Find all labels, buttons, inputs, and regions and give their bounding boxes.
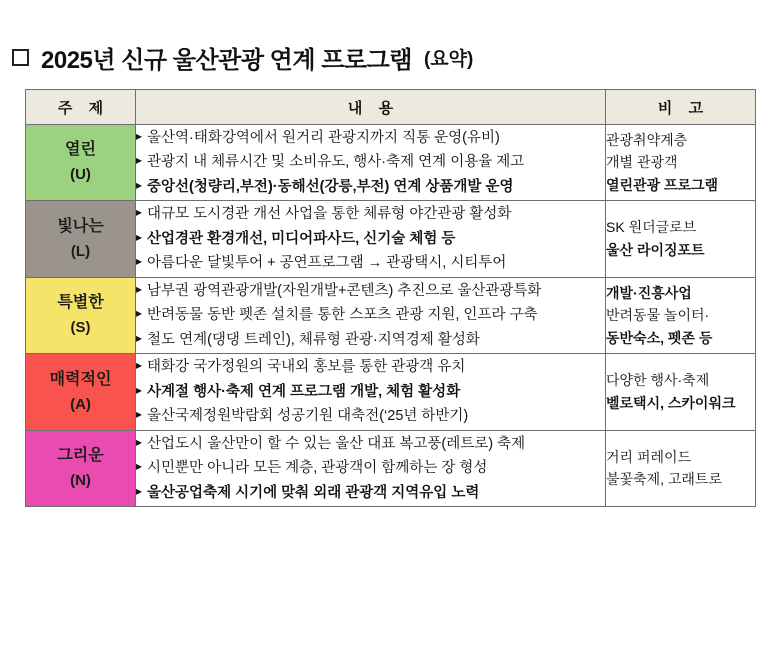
table-row <box>26 277 756 353</box>
content-line-text: 울산역·태화강역에서 원거리 관광지까지 직통 운영(유비) <box>147 130 500 146</box>
note-cell <box>606 430 756 506</box>
triangle-bullet-icon: ▸ <box>136 254 143 269</box>
content-list <box>136 203 605 274</box>
content-list <box>136 127 605 198</box>
theme-cell <box>26 277 136 353</box>
note-line: 관광취약계층 <box>606 131 688 148</box>
content-line <box>136 457 605 479</box>
note-line: 개발·진흥사업 <box>606 284 692 301</box>
title-main-text: 2025년 신규 울산관광 연계 프로그램 <box>41 47 412 74</box>
triangle-bullet-icon: ▸ <box>136 434 143 449</box>
note-cell <box>606 354 756 430</box>
note-list <box>606 369 755 414</box>
content-line-text: 대규모 도시경관 개선 사업을 통한 체류형 야간관광 활성화 <box>147 206 512 223</box>
content-line <box>136 304 605 326</box>
note-line: 반려동물 놀이터· <box>606 307 710 324</box>
content-line <box>136 482 605 504</box>
content-line-text: 관광지 내 체류시간 및 소비유도, 행사·축제 연계 이용율 제고 <box>147 154 525 171</box>
square-outline-icon <box>12 49 29 66</box>
table-row <box>26 354 756 430</box>
triangle-bullet-icon: ▸ <box>136 306 143 321</box>
content-line <box>136 329 605 351</box>
content-cell <box>136 430 606 506</box>
note-line: 개별 관광객 <box>606 154 678 171</box>
triangle-bullet-icon: ▸ <box>136 281 143 296</box>
table-header-row <box>26 90 756 125</box>
content-line <box>136 151 605 173</box>
content-line <box>136 381 605 403</box>
note-line: SK 원더글로브 <box>606 219 697 236</box>
table-row <box>26 125 756 201</box>
triangle-bullet-icon: ▸ <box>136 459 143 474</box>
content-line-text: 중앙선(청량리,부전)·동해선(강릉,부전) 연계 상품개발 운영 <box>147 178 514 195</box>
triangle-bullet-icon: ▸ <box>136 153 143 168</box>
triangle-bullet-icon: ▸ <box>136 129 143 143</box>
content-line <box>136 127 605 149</box>
content-list <box>136 280 605 351</box>
content-cell <box>136 354 606 430</box>
content-line-text: 남부권 광역관광개발(자원개발+콘텐츠) 추진으로 울산관광특화 <box>147 282 542 299</box>
content-cell <box>136 201 606 277</box>
content-line-text: 울산국제정원박람회 성공기원 대축전(‘25년 하반기) <box>147 408 469 425</box>
table-row <box>26 430 756 506</box>
theme-cell <box>26 201 136 277</box>
theme-cell <box>26 125 136 201</box>
content-list <box>136 433 605 504</box>
triangle-bullet-icon: ▸ <box>136 229 143 244</box>
content-line <box>136 176 605 198</box>
content-line-text: 울산공업축제 시기에 맞춰 외래 관광객 지역유입 노력 <box>147 484 480 501</box>
theme-label: 열린 <box>65 141 96 159</box>
note-line: 다양한 행사·축제 <box>606 372 710 389</box>
content-line <box>136 203 605 225</box>
triangle-bullet-icon: ▸ <box>136 330 143 345</box>
theme-cell <box>26 354 136 430</box>
theme-initial: (N) <box>70 472 91 490</box>
content-line <box>136 433 605 455</box>
title-suffix-text: (요약) <box>423 49 474 70</box>
page-title <box>0 0 780 89</box>
content-list <box>136 356 605 427</box>
content-line <box>136 405 605 427</box>
content-line-text: 반려동물 동반 펫존 설치를 통한 스포츠 관광 지원, 인프라 구축 <box>147 307 538 324</box>
theme-initial: (L) <box>70 242 91 260</box>
note-list <box>606 129 755 197</box>
triangle-bullet-icon: ▸ <box>136 205 143 220</box>
content-line <box>136 280 605 302</box>
theme-label: 빛나는 <box>57 217 104 235</box>
triangle-bullet-icon: ▸ <box>136 483 143 498</box>
content-line-text: 아름다운 달빛투어 + 공연프로그램 → 관광택시, 시티투어 <box>147 255 507 272</box>
theme-initial: (A) <box>70 395 91 413</box>
content-line-text: 산업도시 울산만이 할 수 있는 울산 대표 복고풍(레트로) 축제 <box>147 435 526 452</box>
content-line-text: 시민뿐만 아니라 모든 계층, 관광객이 함께하는 장 형성 <box>147 460 488 477</box>
content-line-text: 사계절 행사·축제 연계 프로그램 개발, 체험 활성화 <box>147 383 461 400</box>
note-list <box>606 282 755 350</box>
triangle-bullet-icon: ▸ <box>136 177 143 192</box>
content-line <box>136 228 605 250</box>
note-cell <box>606 125 756 201</box>
content-line-text: 태화강 국가정원의 국내외 홍보를 통한 관광객 유치 <box>147 359 466 376</box>
note-cell <box>606 201 756 277</box>
note-list <box>606 216 755 261</box>
theme-initial: (U) <box>70 166 91 184</box>
content-cell <box>136 125 606 201</box>
note-line: 열린관광 프로그램 <box>606 177 719 194</box>
content-line-text: 산업경관 환경개선, 미디어파사드, 신기술 체험 등 <box>147 230 456 247</box>
theme-label: 매력적인 <box>49 370 112 388</box>
header-theme: 주 제 <box>26 90 136 125</box>
note-list <box>606 446 755 491</box>
program-summary-table <box>25 89 756 507</box>
table-row <box>26 201 756 277</box>
theme-label: 그리운 <box>57 447 104 465</box>
content-line <box>136 252 605 274</box>
content-line-text: 철도 연계(댕댕 트레인), 체류형 관광·지역경제 활성화 <box>147 331 480 348</box>
table-body <box>26 125 756 507</box>
note-line: 벨로택시, 스카이워크 <box>606 394 736 411</box>
note-line: 거리 퍼레이드 <box>606 448 692 465</box>
note-line: 불꽃축제, 고래트로 <box>606 471 722 488</box>
content-line <box>136 356 605 378</box>
theme-label: 특별한 <box>57 294 104 312</box>
triangle-bullet-icon: ▸ <box>136 382 143 397</box>
theme-initial: (S) <box>70 319 91 337</box>
note-line: 동반숙소, 펫존 등 <box>606 329 713 346</box>
header-content: 내 용 <box>136 90 606 125</box>
note-line: 울산 라이징포트 <box>606 242 705 259</box>
triangle-bullet-icon: ▸ <box>136 358 143 373</box>
note-cell <box>606 277 756 353</box>
triangle-bullet-icon: ▸ <box>136 407 143 422</box>
content-cell <box>136 277 606 353</box>
theme-cell <box>26 430 136 506</box>
header-note: 비 고 <box>606 90 756 125</box>
